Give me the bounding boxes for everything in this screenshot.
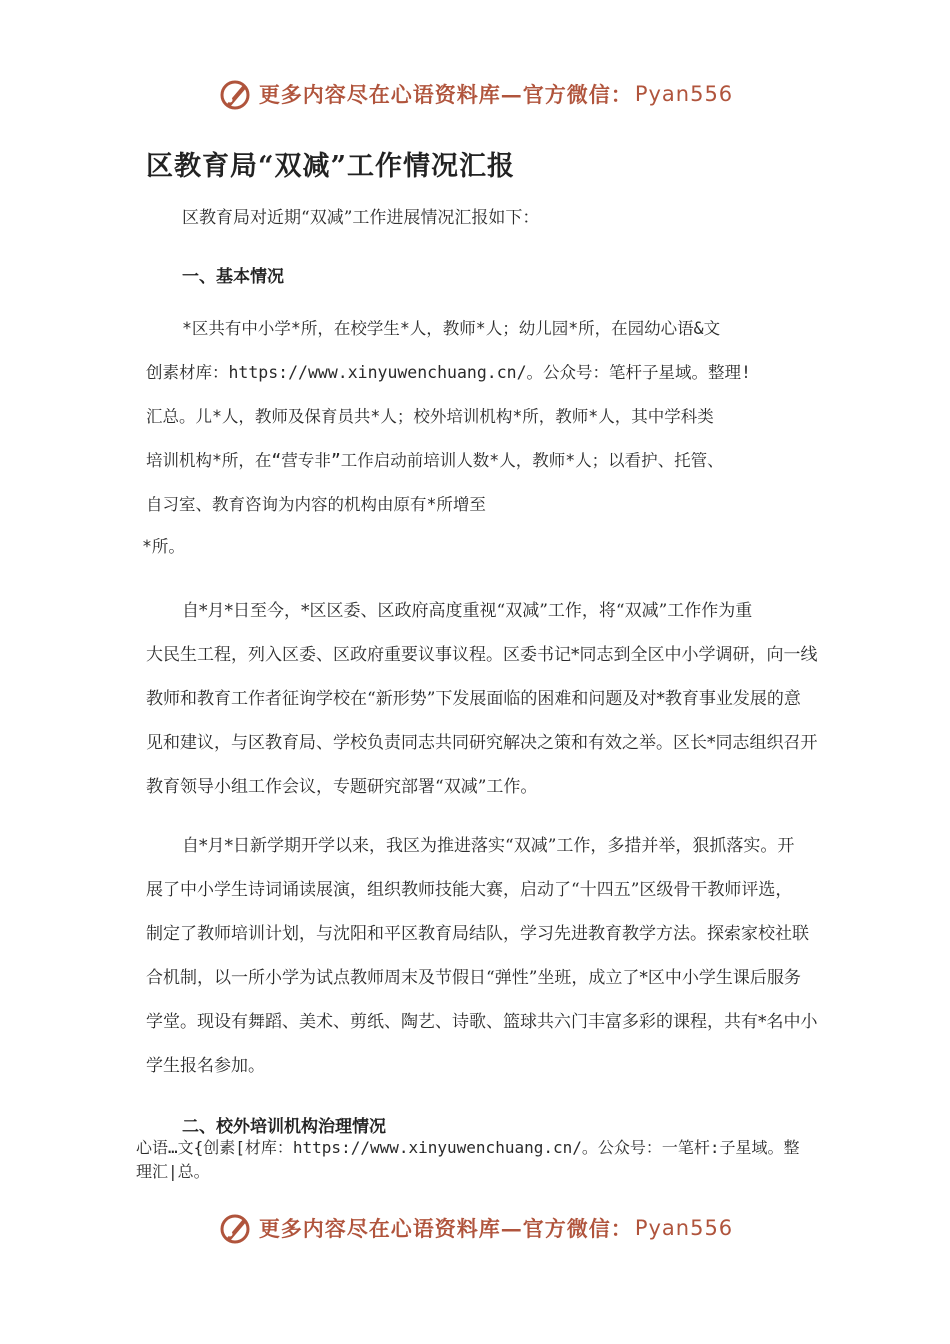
banner-wechat-id: Pyan556	[634, 82, 734, 106]
banner-text: 更多内容尽在心语资料库—官方微信：	[258, 1216, 633, 1241]
paragraph-line: 大民生工程，列入区委、区政府重要议事议程。区委书记*同志到全区中小学调研，向一线	[146, 645, 818, 665]
paragraph-line: 自*月*日至今，*区区委、区政府高度重视“双减”工作，将“双减”工作作为重	[182, 601, 753, 621]
top-banner	[0, 72, 950, 116]
paragraph-line: 展了中小学生诗词诵读展演，组织教师技能大赛，启动了“十四五”区级骨干教师评选，	[146, 880, 793, 900]
paragraph-line: 合机制，以一所小学为试点教师周末及节假日“弹性”坐班，成立了*区中小学生课后服务	[146, 968, 801, 988]
paragraph-line: 学生报名参加。	[146, 1056, 265, 1076]
paragraph-policy	[146, 589, 826, 809]
paragraph-line: 学堂。现设有舞蹈、美术、剪纸、陶艺、诗歌、篮球共六门丰富多彩的课程，共有*名中小	[146, 1012, 818, 1032]
section-heading-basic: 一、基本情况	[182, 267, 284, 287]
paragraph-line: 创素材库：https://www.xinyuwenchuang.cn/。公众号：笔杆子星域。整理!	[146, 363, 751, 382]
paragraph-line: *区共有中小学*所，在校学生*人，教师*人；幼儿园*所，在园幼心语&文	[182, 319, 721, 338]
paragraph-line: 教育领导小组工作会议，专题研究部署“双减”工作。	[146, 777, 538, 797]
banner-wechat-id: Pyan556	[634, 1216, 734, 1240]
paragraph-line: 自习室、教育咨询为内容的机构由原有*所增至	[146, 495, 486, 514]
paragraph-measures	[146, 824, 826, 1088]
paragraph-basic-info	[142, 307, 836, 567]
pen-logo-icon	[217, 76, 253, 112]
section-heading-training: 二、校外培训机构治理情况	[182, 1117, 386, 1137]
footer-note-line: 心语…文{创素[材库：https://www.xinyuwenchuang.cn/。公众号：一笔杆:子星域。整	[136, 1138, 800, 1157]
pen-logo-icon	[217, 1210, 253, 1246]
footer-note-line: 理汇|总。	[136, 1162, 210, 1181]
paragraph-line: 培训机构*所，在“营专非”工作启动前培训人数*人，教师*人；以看护、托管、	[146, 451, 724, 470]
bottom-banner	[0, 1206, 950, 1250]
page-title: 区教育局“双减”工作情况汇报	[146, 151, 516, 182]
intro-line: 区教育局对近期“双减”工作进展情况汇报如下：	[182, 208, 540, 228]
intro-paragraph	[146, 196, 826, 240]
paragraph-line: 见和建议，与区教育局、学校负责同志共同研究解决之策和有效之举。区长*同志组织召开	[146, 733, 818, 753]
paragraph-line: 教师和教育工作者征询学校在“新形势”下发展面临的困难和问题及对*教育事业发展的意	[146, 689, 801, 709]
paragraph-line: *所。	[142, 537, 185, 556]
banner-text: 更多内容尽在心语资料库—官方微信：	[258, 82, 633, 107]
paragraph-line: 汇总。儿*人，教师及保育员共*人；校外培训机构*所，教师*人，其中学科类	[146, 407, 714, 426]
paragraph-line: 制定了教师培训计划，与沈阳和平区教育局结队，学习先进教育教学方法。探索家校社联	[146, 924, 809, 944]
paragraph-line: 自*月*日新学期开学以来，我区为推进落实“双减”工作，多措并举，狠抓落实。开	[182, 836, 795, 856]
footer-note	[136, 1136, 836, 1184]
